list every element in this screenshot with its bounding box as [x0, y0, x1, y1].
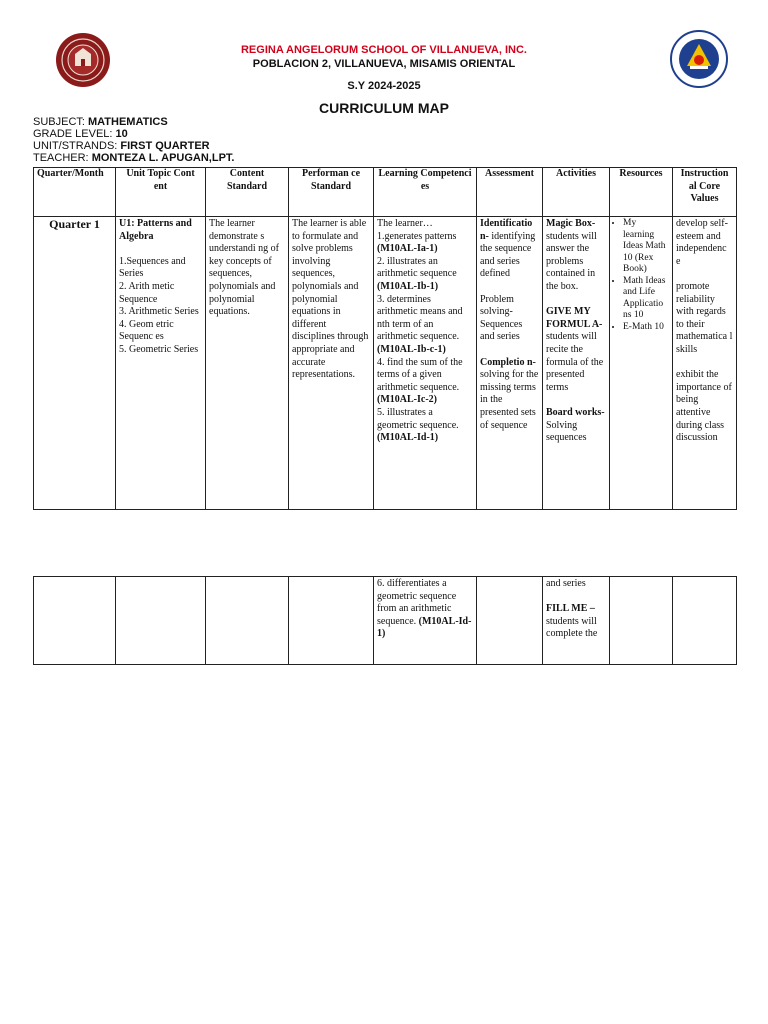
teacher-line — [33, 152, 234, 164]
activity-title: Magic Box- — [546, 218, 596, 229]
unit-item: 5. Geometric Series — [119, 343, 199, 355]
table-row — [34, 217, 737, 510]
activity-title: GIVE MY FORMUL A- — [546, 306, 603, 330]
empty-cell — [477, 577, 543, 665]
unit-topic-cell — [116, 217, 206, 510]
subject-value: MATHEMATICS — [88, 116, 168, 128]
competency-code: (M10AL-Ib-1) — [377, 280, 439, 292]
assessment-item-text: Problem solving- Sequences and series — [480, 293, 523, 343]
grade-value: 10 — [115, 128, 128, 140]
document-title: CURRICULUM MAP — [319, 100, 449, 116]
school-address: POBLACION 2, VILLANUEVA, MISAMIS ORIENTAL — [252, 58, 516, 70]
resources-list — [611, 218, 669, 333]
core-values-cell — [673, 217, 737, 510]
unit-item: 1.Sequences and Series — [119, 255, 186, 280]
competencies-cell — [374, 217, 477, 510]
activity-text: students will answer the problems contained in the box. — [546, 230, 597, 292]
resource-item: • E-Math 10 — [623, 322, 669, 334]
competency-code: (M10AL-Id-1) — [377, 432, 439, 444]
empty-cell — [610, 577, 673, 665]
unit-title: U1: Patterns and Algebra — [119, 218, 192, 242]
subject-label: SUBJECT: — [33, 116, 89, 128]
unit-line — [33, 140, 210, 152]
teacher-value: MONTEZA L. APUGAN,LPT. — [91, 152, 235, 164]
empty-cell — [34, 577, 116, 665]
activity-text: and series — [546, 578, 586, 589]
activities-cell — [543, 577, 610, 665]
activity-text: Solving sequences — [546, 419, 587, 444]
header-core-values: Instruction al Core Values — [673, 168, 737, 217]
table-header-row — [34, 168, 737, 217]
core-value-item: exhibit the importance of being attentive during class discussion — [676, 369, 732, 444]
activity-title: FILL ME – — [546, 603, 595, 615]
competency-code: (M10AL-Id- 1) — [377, 615, 472, 640]
competency-text: 4. find the sum of the terms of a given arithmetic sequence. — [377, 356, 463, 393]
unit-item: 2. Arith metic Sequence — [119, 280, 175, 305]
core-value-item: develop self-esteem and independenc e — [676, 218, 728, 267]
competency-text: 1.generates patterns — [377, 230, 457, 242]
performance-standard-cell: The learner is able to formulate and solve problems involving sequences, polynomials and polynomial equations in different disciplines through appropriate and accurate representations. — [289, 217, 374, 510]
competency-text: 6. differentiates a geometric sequence from an arithmetic sequence. — [377, 578, 457, 627]
curriculum-map-table — [33, 167, 737, 510]
competency-text: 5. illustrates a geometric sequence. — [377, 406, 459, 431]
quarter-cell: Quarter 1 — [34, 217, 116, 510]
activity-text: students will complete the — [546, 615, 598, 640]
empty-cell — [206, 577, 289, 665]
unit-label: UNIT/STRANDS: — [33, 140, 121, 152]
header-activities: Activities — [543, 168, 610, 217]
header-quarter: Quarter/Month — [34, 168, 116, 217]
school-year: S.Y 2024-2025 — [347, 80, 421, 92]
empty-cell — [289, 577, 374, 665]
activities-cell — [543, 217, 610, 510]
unit-value: FIRST QUARTER — [120, 140, 210, 152]
competency-code: (M10AL-Ic-2) — [377, 394, 437, 406]
assessment-cell — [477, 217, 543, 510]
assessment-item-text: solving for the missing terms in the presented sets of sequence — [480, 369, 539, 431]
school-name: REGINA ANGELORUM SCHOOL OF VILLANUEVA, INC. — [240, 44, 527, 56]
resource-item: • Math Ideas and Life Applicatio ns 10 — [623, 276, 669, 322]
activity-text: students will recite the formula of the presented terms — [546, 331, 604, 393]
subject-line — [33, 116, 168, 128]
competency-text: 2. illustrates an arithmetic sequence — [377, 255, 457, 280]
grade-label: GRADE LEVEL: — [33, 128, 116, 140]
empty-cell — [116, 577, 206, 665]
competency-text: The learner… — [377, 218, 433, 229]
resource-item: • My learning Ideas Math 10 (Rex Book) — [623, 218, 669, 276]
assessment-item-title: Completio n- — [480, 356, 536, 368]
table-row — [34, 577, 737, 665]
activity-title: Board works- — [546, 406, 605, 418]
competency-code: (M10AL-Ib-c-1) — [377, 343, 446, 355]
header-content-standard: Content Standard — [206, 168, 289, 217]
header-learning-competencies: Learning Competenci es — [374, 168, 477, 217]
assessment-item-title: Identificatio n- — [480, 218, 533, 242]
empty-cell — [673, 577, 737, 665]
competency-text: 3. determines arithmetic means and nth term of an arithmetic sequence. — [377, 293, 463, 343]
core-value-item: promote reliability with regards to their mathematica l skills — [676, 280, 733, 355]
unit-item: 4. Geom etric Sequenc es — [119, 318, 174, 343]
curriculum-map-table-continued — [33, 576, 737, 665]
grade-line — [33, 128, 128, 140]
content-standard-cell: The learner demonstrate s understandi ng of key concepts of sequences, polynomials and polynomial equations. — [206, 217, 289, 510]
header-performance-standard: Performan ce Standard — [289, 168, 374, 217]
unit-item: 3. Arithmetic Series — [119, 306, 199, 318]
header-unit-topic: Unit Topic Cont ent — [116, 168, 206, 217]
assessment-item-text: identifying the sequence and series defined — [480, 230, 536, 280]
teacher-label: TEACHER: — [33, 152, 92, 164]
header-resources: Resources — [610, 168, 673, 217]
competencies-cell — [374, 577, 477, 665]
header-assessment: Assessment — [477, 168, 543, 217]
competency-code: (M10AL-Ia-1) — [377, 243, 438, 255]
resources-cell — [610, 217, 673, 510]
